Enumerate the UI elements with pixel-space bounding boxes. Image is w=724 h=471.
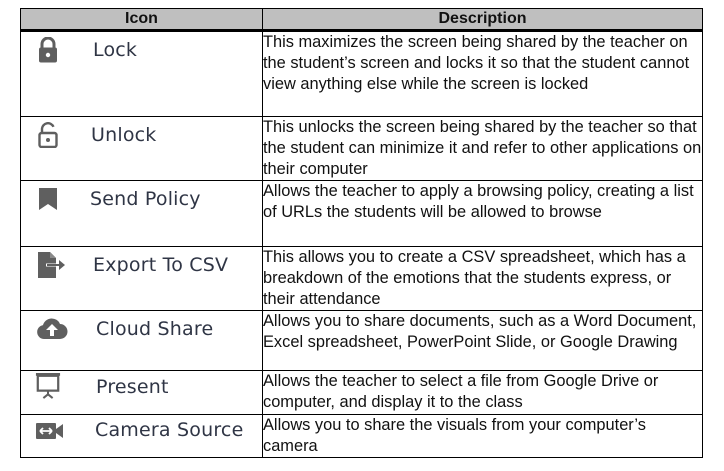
icon-cell [21,117,263,181]
icon-cell [21,181,263,247]
table-row [21,311,703,371]
table-header-row [21,9,703,31]
table-row [21,31,703,117]
cloud-upload-icon [35,316,69,342]
description-cell: Allows the teacher to select a file from Google Drive or computer, and display it to the class [263,371,703,415]
lock-icon [35,37,61,63]
description-cell: This maximizes the screen being shared by the teacher on the student’s screen and locks it so that the student cannot view anything else while the screen is locked [263,31,703,117]
header-icon: Icon [21,9,263,31]
description-cell: This unlocks the screen being shared by the teacher so that the student can minimize it and refer to other applications on their computer [263,117,703,181]
icon-label: Present [96,376,169,398]
icon-cell [21,311,263,371]
table-row [21,117,703,181]
icon-cell [21,415,263,458]
icon-label: Unlock [91,124,157,146]
icon-label: Send Policy [90,188,201,210]
bookmark-icon [35,186,61,212]
presentation-screen-icon [35,373,61,399]
table-row [21,415,703,458]
icon-label: Cloud Share [96,318,214,340]
icon-label: Export To CSV [93,254,229,276]
icon-cell [21,31,263,117]
description-cell: Allows the teacher to apply a browsing policy, creating a list of URLs the students will be allowed to browse [263,181,703,247]
description-cell: Allows you to share the visuals from your computer’s camera [263,415,703,458]
table-row [21,247,703,311]
description-cell: This allows you to create a CSV spreadsheet, which has a breakdown of the emotions that the students express, or their attendance [263,247,703,311]
icon-label: Lock [93,39,138,61]
icon-cell [21,247,263,311]
camera-switch-icon [35,418,65,444]
export-file-icon [35,252,67,278]
table-row [21,181,703,247]
icon-cell [21,371,263,415]
description-cell: Allows you to share documents, such as a Word Document, Excel spreadsheet, PowerPoint Slide, or Google Drawing [263,311,703,371]
unlock-icon [35,122,61,148]
header-description: Description [263,9,703,31]
icon-description-table [20,8,703,458]
table-row [21,371,703,415]
icon-label: Camera Source [95,419,244,441]
